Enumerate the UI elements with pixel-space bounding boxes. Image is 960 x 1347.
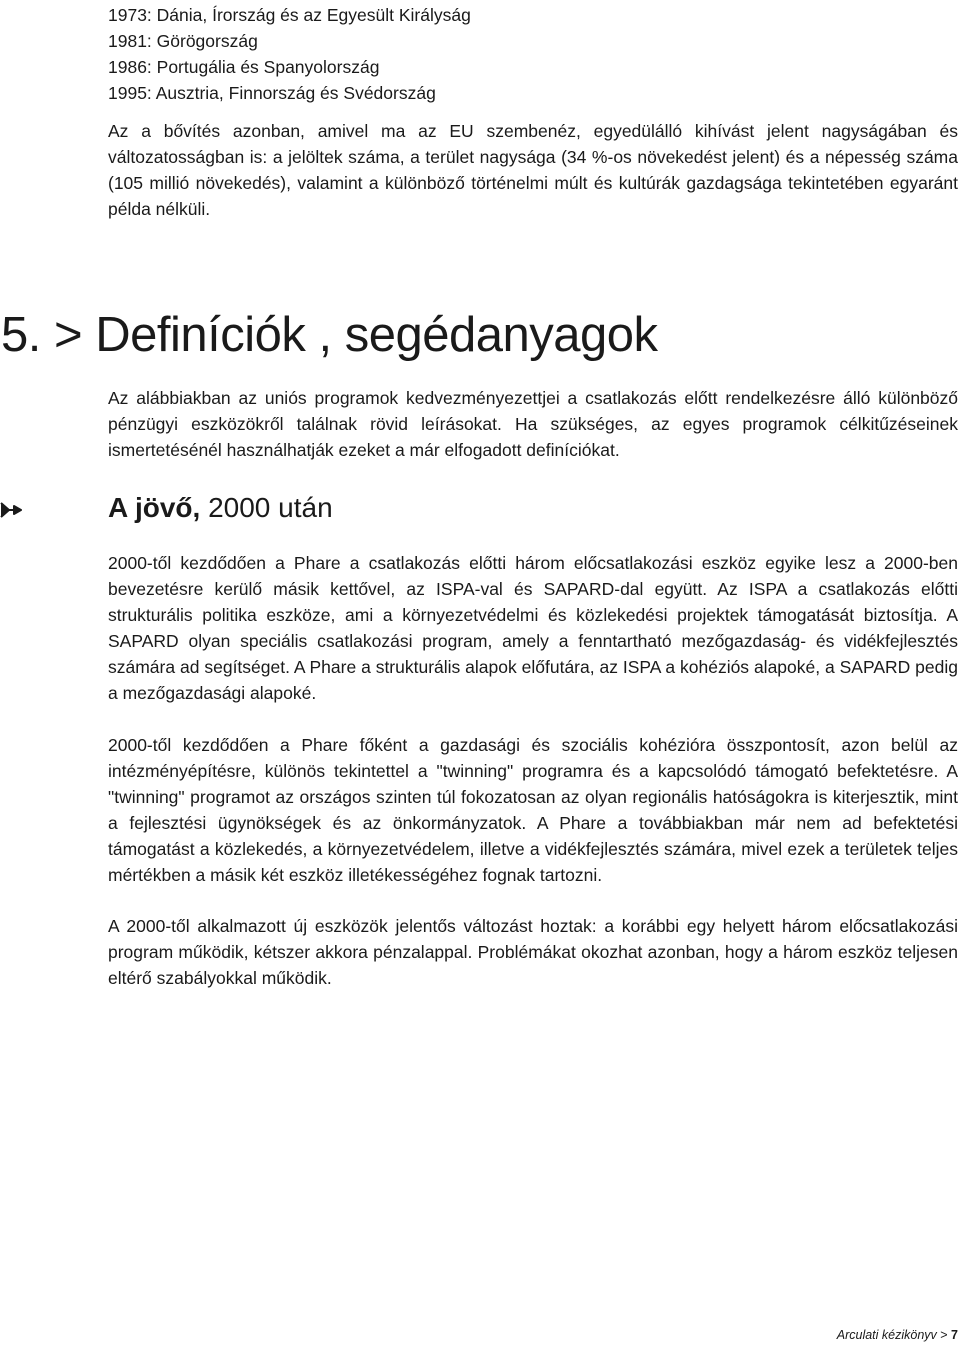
intro-paragraph: Az a bővítés azonban, amivel ma az EU szembenéz, egyedülálló kihívást jelent nagyságában és változatosságban is: a jelöltek száma, a terület nagysága (34 %-os növekedést jelent) és a népesség száma (105 millió növekedés), valamint a különböző történelmi múlt és kultúrák gazdagsága tekintetében egyaránt példa nélküli. <box>108 121 958 219</box>
arrow-right-icon <box>0 501 22 519</box>
year-item: 1986: Portugália és Spanyolország <box>108 57 380 77</box>
future-paragraph-2: 2000-től kezdődően a Phare főként a gazdasági és szociális kohézióra összpontosít, azon belül az intézményépítésre, különös tekintettel a "twinning" programra és a kapcsolódó támogató befektetésre. A "twinning" programot az országos szinten túl fokozatosan az olyan regionális hatóságokra is kiterjesztik, mint a fejlesztési ügynökségek és az önkormányzatok. A Phare a továbbiakban már nem ad befektetési támogatást a közlekedés, a környezetvédelem, illetve a vidékfejlesztés számára, mivel ezek a területek teljes mértékben a másik két eszköz illetékességéhez fognak tartozni. <box>108 735 958 885</box>
page-number: 7 <box>951 1328 958 1342</box>
future-heading-bold: A jövő, <box>108 492 201 523</box>
future-heading <box>108 488 333 528</box>
definitions-paragraph: Az alábbiakban az uniós programok kedvezményezettjei a csatlakozás előtt rendelkezésre álló különböző pénzügyi eszközökről találnak rövid leírásokat. Ha szükséges, az egyes programok célkitűzéseinek ismertetésénél használhatják ezeket a már elfogadott definíciókat. <box>108 388 958 460</box>
future-heading-rest: 2000 után <box>200 492 333 523</box>
future-paragraph-1: 2000-től kezdődően a Phare a csatlakozás előtti három előcsatlakozási eszköz egyike lesz a 2000-ben bevezetésre kerülő másik kettővel, az ISPA-val és SAPARD-dal együtt. Az ISPA a csatlakozás előtti strukturális politika eszköze, ami a környezetvédelmi és közlekedési projektek támogatását biztosítja. A SAPARD olyan speciális csatlakozási program, amely a fenntartható mezőgazdaság- és vidékfejlesztés számára ad segítséget. A Phare a strukturális alapok előfutára, az ISPA a kohéziós alapoké, a SAPARD pedig a mezőgazdasági alapoké. <box>108 553 958 703</box>
future-paragraph-3: A 2000-től alkalmazott új eszközök jelentős változást hoztak: a korábbi egy helyett három előcsatlakozási program működik, kétszer akkora pénzalappal. Problémákat okozhat azonban, hogy a három eszköz teljesen eltérő szabályokkal működik. <box>108 916 958 988</box>
page-footer <box>837 1327 958 1343</box>
footer-doc-title: Arculati kézikönyv <box>836 1328 937 1342</box>
footer-separator: > <box>936 1328 952 1342</box>
year-item: 1995: Ausztria, Finnország és Svédország <box>108 83 436 103</box>
section-heading: 5. > Definíciók , segédanyagok <box>1 308 658 362</box>
year-item: 1981: Görögország <box>108 31 258 51</box>
year-list <box>108 2 958 106</box>
year-item: 1973: Dánia, Írország és az Egyesült Királyság <box>108 5 471 25</box>
